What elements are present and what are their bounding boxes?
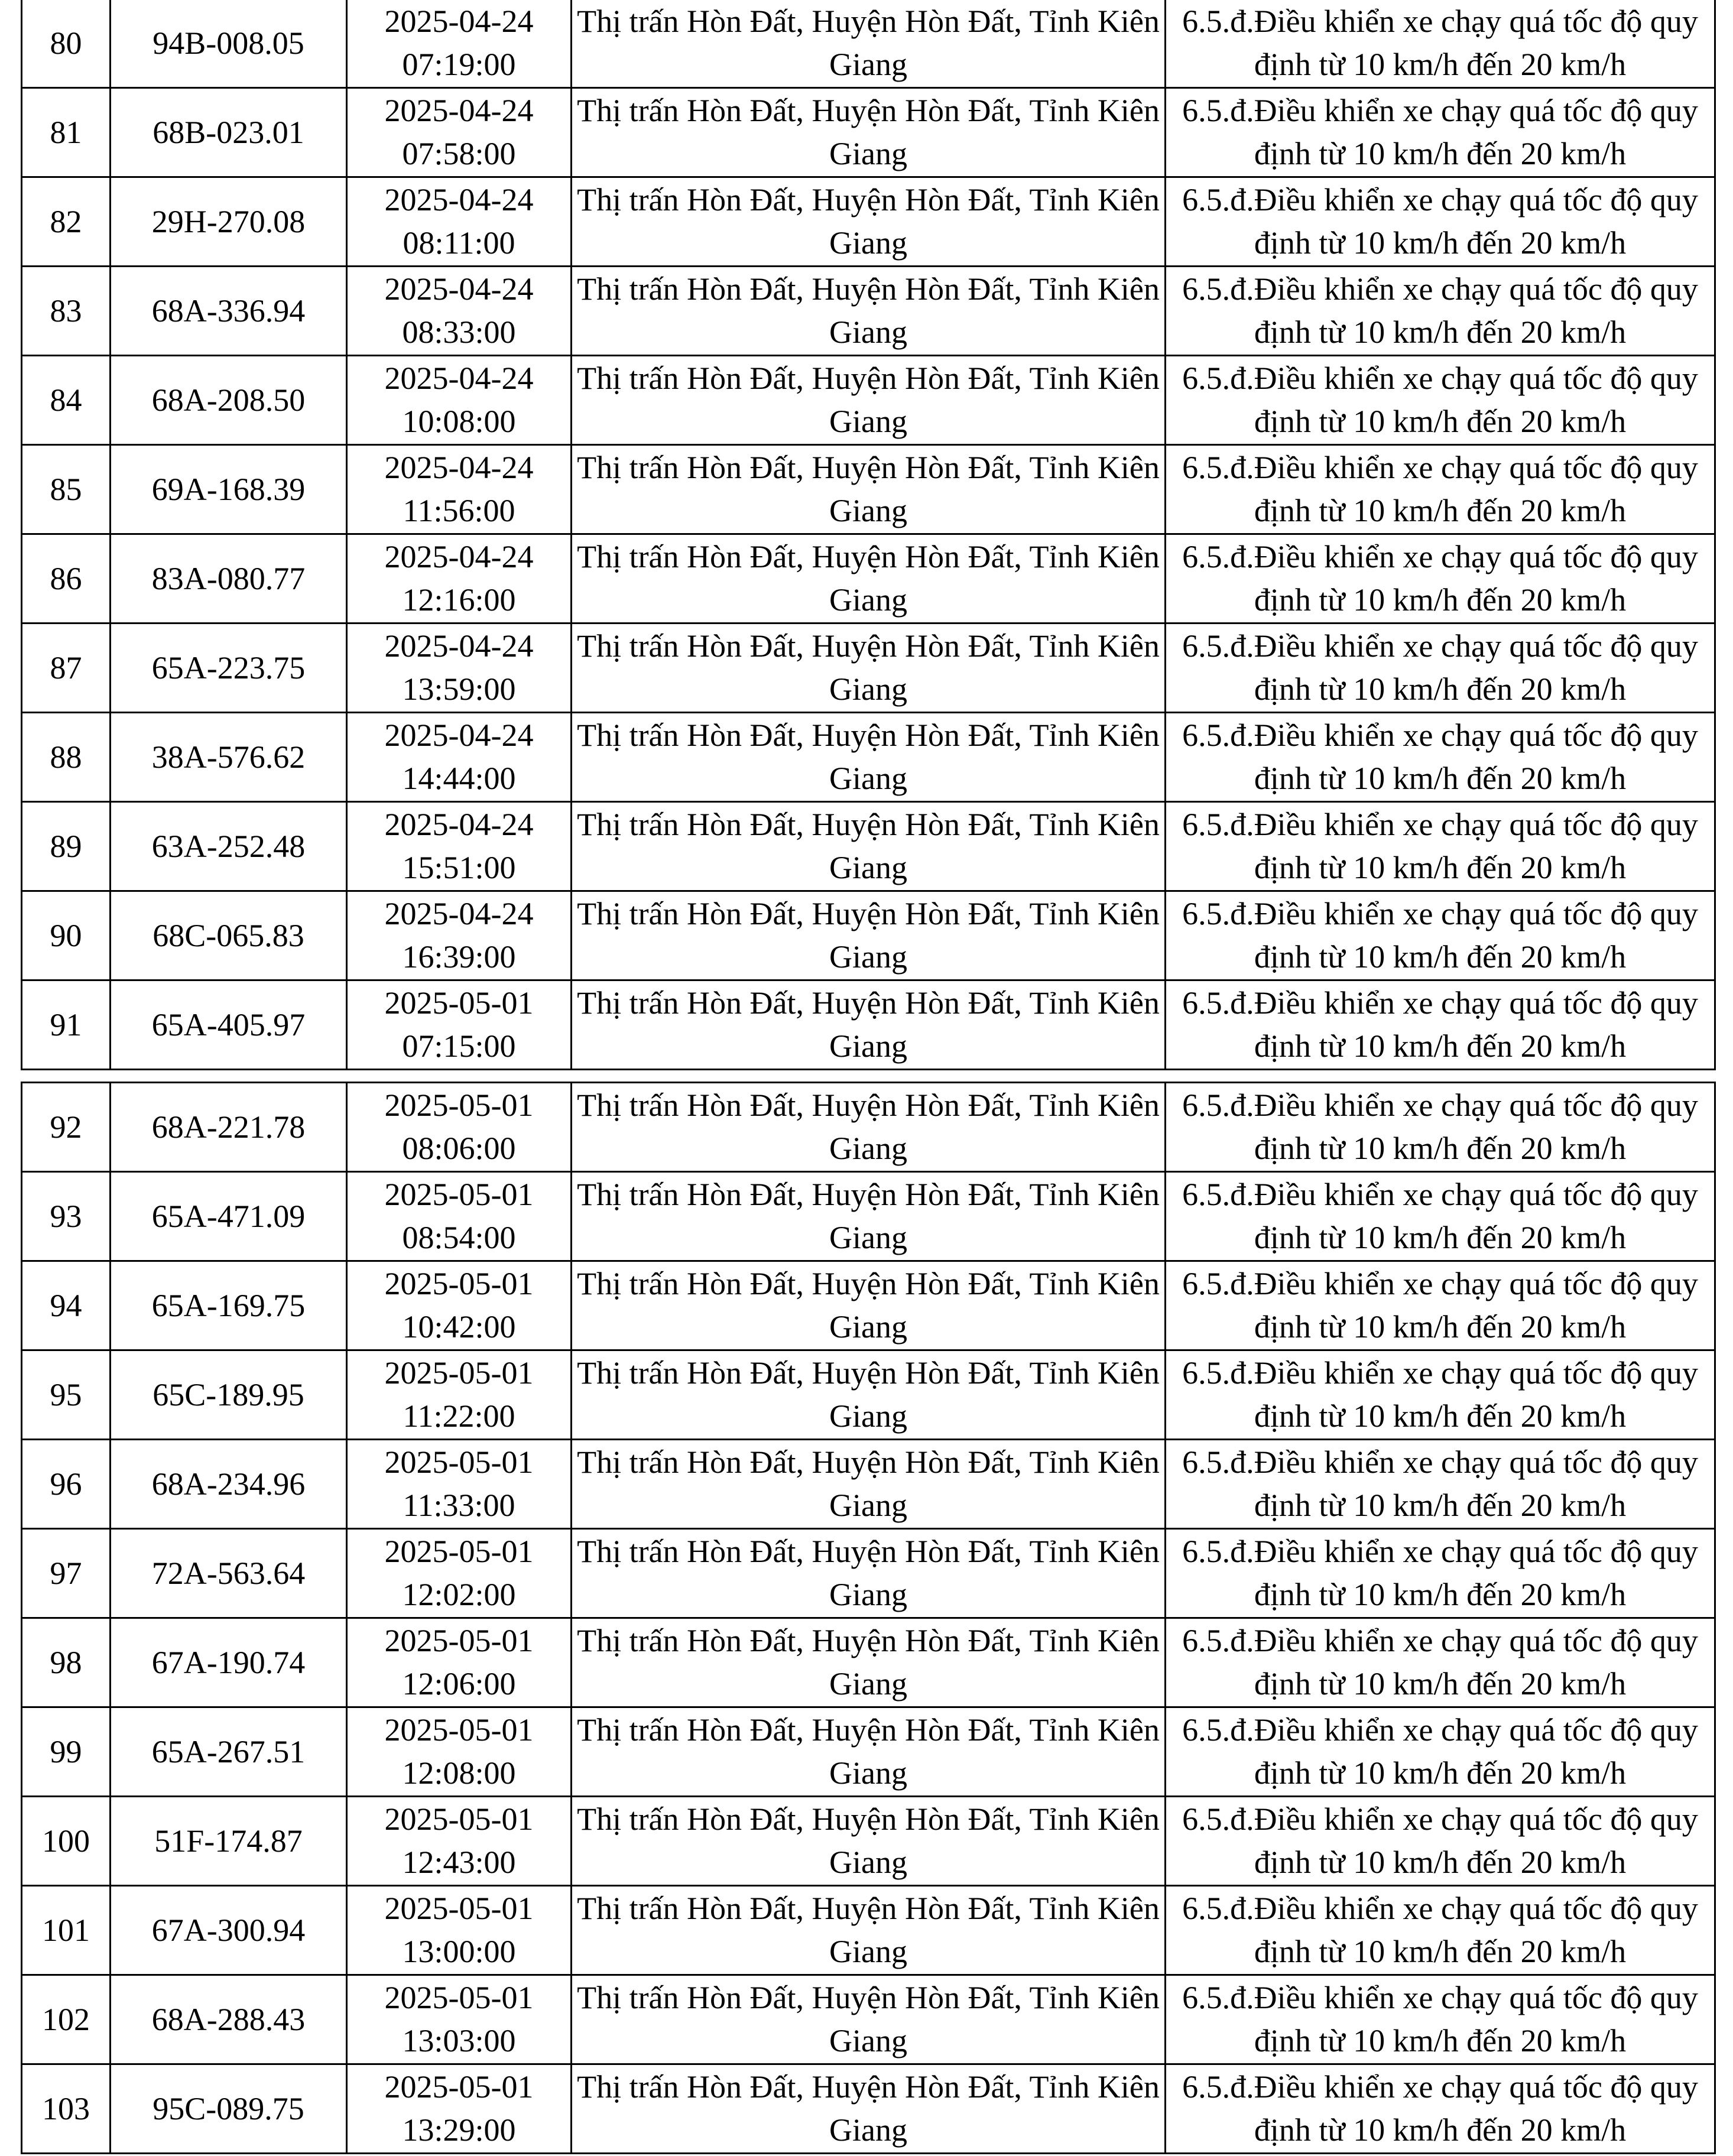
license-plate: 65A-169.75 — [151, 1287, 306, 1323]
violation-date: 2025-05-01 — [384, 1980, 534, 2015]
violation-location: Thị trấn Hòn Đất, Huyện Hòn Đất, Tỉnh Kiên Giang — [577, 985, 1160, 1064]
location-cell — [572, 891, 1166, 980]
license-plate: 65C-189.95 — [152, 1376, 304, 1413]
license-plate: 51F-174.87 — [154, 1823, 303, 1859]
violation-location: Thị trấn Hòn Đất, Huyện Hòn Đất, Tỉnh Kiên Giang — [577, 1177, 1160, 1255]
table-row — [22, 980, 1715, 1070]
plate-cell — [111, 1261, 347, 1350]
violation-description: 6.5.đ.Điều khiển xe chạy quá tốc độ quy định từ 10 km/h đến 20 km/h — [1182, 182, 1698, 261]
violation-description: 6.5.đ.Điều khiển xe chạy quá tốc độ quy định từ 10 km/h đến 20 km/h — [1182, 1266, 1698, 1345]
violation-date: 2025-04-24 — [384, 896, 534, 931]
violation-cell — [1166, 891, 1715, 980]
violation-location: Thị trấn Hòn Đất, Huyện Hòn Đất, Tỉnh Kiên Giang — [577, 1980, 1160, 2058]
plate-cell — [111, 713, 347, 802]
row-number: 80 — [50, 25, 82, 61]
plate-cell — [111, 1172, 347, 1261]
violation-date: 2025-04-24 — [384, 4, 534, 39]
plate-cell — [111, 891, 347, 980]
row-number-cell — [22, 1618, 111, 1707]
row-number-cell — [22, 177, 111, 267]
violation-cell — [1166, 1529, 1715, 1618]
plate-cell — [111, 1350, 347, 1440]
license-plate: 63A-252.48 — [151, 828, 306, 864]
violation-time: 11:33:00 — [403, 1488, 515, 1523]
violation-description: 6.5.đ.Điều khiển xe chạy quá tốc độ quy định từ 10 km/h đến 20 km/h — [1182, 1891, 1698, 1969]
location-cell — [572, 1440, 1166, 1529]
violations-table-part-2 — [21, 1082, 1716, 2154]
location-cell — [572, 267, 1166, 356]
violation-time: 08:11:00 — [403, 225, 515, 261]
violation-description: 6.5.đ.Điều khiển xe chạy quá tốc độ quy định từ 10 km/h đến 20 km/h — [1182, 361, 1698, 439]
datetime-cell — [347, 267, 572, 356]
table-row — [22, 1440, 1715, 1529]
location-cell — [572, 0, 1166, 88]
violation-description: 6.5.đ.Điều khiển xe chạy quá tốc độ quy định từ 10 km/h đến 20 km/h — [1182, 807, 1698, 885]
violation-description: 6.5.đ.Điều khiển xe chạy quá tốc độ quy định từ 10 km/h đến 20 km/h — [1182, 1623, 1698, 1702]
row-number: 85 — [50, 471, 82, 507]
row-number-cell — [22, 1440, 111, 1529]
plate-cell — [111, 1440, 347, 1529]
violation-date: 2025-04-24 — [384, 539, 534, 574]
table-row — [22, 356, 1715, 445]
violation-cell — [1166, 267, 1715, 356]
row-number-cell — [22, 1261, 111, 1350]
violation-time: 11:22:00 — [403, 1398, 515, 1434]
datetime-cell — [347, 1440, 572, 1529]
location-cell — [572, 1618, 1166, 1707]
violation-description: 6.5.đ.Điều khiển xe chạy quá tốc độ quy định từ 10 km/h đến 20 km/h — [1182, 1444, 1698, 1523]
table-row — [22, 1797, 1715, 1886]
violation-cell — [1166, 802, 1715, 891]
row-number: 88 — [50, 739, 82, 775]
location-cell — [572, 1261, 1166, 1350]
violation-time: 10:08:00 — [402, 404, 516, 439]
row-number-cell — [22, 624, 111, 713]
violation-date: 2025-05-01 — [384, 1801, 534, 1837]
plate-cell — [111, 2064, 347, 2154]
datetime-cell — [347, 1618, 572, 1707]
violation-time: 07:19:00 — [402, 47, 516, 82]
row-number: 102 — [42, 2001, 90, 2037]
violation-location: Thị trấn Hòn Đất, Huyện Hòn Đất, Tỉnh Kiên Giang — [577, 1266, 1160, 1345]
violation-time: 13:00:00 — [402, 1934, 516, 1969]
datetime-cell — [347, 1707, 572, 1797]
row-number-cell — [22, 1529, 111, 1618]
violation-time: 08:54:00 — [402, 1220, 516, 1255]
license-plate: 69A-168.39 — [151, 471, 306, 507]
row-number-cell — [22, 1797, 111, 1886]
violation-time: 12:02:00 — [402, 1577, 516, 1612]
row-number-cell — [22, 1172, 111, 1261]
row-number-cell — [22, 1083, 111, 1172]
location-cell — [572, 177, 1166, 267]
violation-description: 6.5.đ.Điều khiển xe chạy quá tốc độ quy định từ 10 km/h đến 20 km/h — [1182, 93, 1698, 171]
plate-cell — [111, 980, 347, 1070]
violation-description: 6.5.đ.Điều khiển xe chạy quá tốc độ quy định từ 10 km/h đến 20 km/h — [1182, 450, 1698, 528]
violation-date: 2025-04-24 — [384, 182, 534, 217]
violation-location: Thị trấn Hòn Đất, Huyện Hòn Đất, Tỉnh Kiên Giang — [577, 1444, 1160, 1523]
violation-date: 2025-05-01 — [384, 1266, 534, 1301]
row-number-cell — [22, 713, 111, 802]
violation-cell — [1166, 713, 1715, 802]
plate-cell — [111, 624, 347, 713]
table-row — [22, 802, 1715, 891]
violation-description: 6.5.đ.Điều khiển xe chạy quá tốc độ quy định từ 10 km/h đến 20 km/h — [1182, 1801, 1698, 1880]
violation-cell — [1166, 1172, 1715, 1261]
plate-cell — [111, 1618, 347, 1707]
violation-time: 16:39:00 — [402, 939, 516, 975]
license-plate: 29H-270.08 — [151, 203, 306, 239]
license-plate: 68A-288.43 — [151, 2001, 306, 2037]
row-number: 83 — [50, 293, 82, 329]
violation-date: 2025-04-24 — [384, 717, 534, 753]
license-plate: 68B-023.01 — [152, 114, 304, 150]
violation-description: 6.5.đ.Điều khiển xe chạy quá tốc độ quy định từ 10 km/h đến 20 km/h — [1182, 1087, 1698, 1166]
row-number-cell — [22, 445, 111, 534]
table-row — [22, 2064, 1715, 2154]
violation-date: 2025-05-01 — [384, 1087, 534, 1123]
datetime-cell — [347, 713, 572, 802]
violation-time: 12:43:00 — [402, 1845, 516, 1880]
table-row — [22, 1975, 1715, 2064]
datetime-cell — [347, 1083, 572, 1172]
table-row — [22, 891, 1715, 980]
violation-time: 08:06:00 — [402, 1131, 516, 1166]
table-row — [22, 88, 1715, 177]
violation-cell — [1166, 1083, 1715, 1172]
row-number: 97 — [50, 1555, 82, 1591]
violation-cell — [1166, 445, 1715, 534]
location-cell — [572, 2064, 1166, 2154]
violation-location: Thị trấn Hòn Đất, Huyện Hòn Đất, Tỉnh Kiên Giang — [577, 628, 1160, 707]
row-number: 84 — [50, 382, 82, 418]
datetime-cell — [347, 891, 572, 980]
violation-time: 13:03:00 — [402, 2023, 516, 2058]
violation-date: 2025-05-01 — [384, 1623, 534, 1658]
license-plate: 72A-563.64 — [151, 1555, 306, 1591]
datetime-cell — [347, 1261, 572, 1350]
table-row — [22, 1529, 1715, 1618]
row-number: 92 — [50, 1109, 82, 1145]
violation-cell — [1166, 88, 1715, 177]
table-row — [22, 713, 1715, 802]
row-number: 90 — [50, 917, 82, 953]
violation-date: 2025-05-01 — [384, 1177, 534, 1212]
plate-cell — [111, 1797, 347, 1886]
row-number-cell — [22, 0, 111, 88]
license-plate: 38A-576.62 — [151, 739, 306, 775]
violation-location: Thị trấn Hòn Đất, Huyện Hòn Đất, Tỉnh Kiên Giang — [577, 539, 1160, 618]
location-cell — [572, 713, 1166, 802]
violation-cell — [1166, 356, 1715, 445]
plate-cell — [111, 1886, 347, 1975]
row-number: 91 — [50, 1006, 82, 1043]
violation-location: Thị trấn Hòn Đất, Huyện Hòn Đất, Tỉnh Kiên Giang — [577, 1355, 1160, 1434]
violation-description: 6.5.đ.Điều khiển xe chạy quá tốc độ quy định từ 10 km/h đến 20 km/h — [1182, 1712, 1698, 1791]
violation-location: Thị trấn Hòn Đất, Huyện Hòn Đất, Tỉnh Kiên Giang — [577, 93, 1160, 171]
table-row — [22, 1350, 1715, 1440]
violation-location: Thị trấn Hòn Đất, Huyện Hòn Đất, Tỉnh Kiên Giang — [577, 4, 1160, 82]
row-number: 100 — [42, 1823, 90, 1859]
row-number-cell — [22, 1886, 111, 1975]
table-row — [22, 1618, 1715, 1707]
violation-cell — [1166, 534, 1715, 624]
plate-cell — [111, 1529, 347, 1618]
license-plate: 68C-065.83 — [152, 917, 304, 953]
violations-table-part-1 — [21, 0, 1716, 1070]
violation-description: 6.5.đ.Điều khiển xe chạy quá tốc độ quy định từ 10 km/h đến 20 km/h — [1182, 1534, 1698, 1612]
violation-location: Thị trấn Hòn Đất, Huyện Hòn Đất, Tỉnh Kiên Giang — [577, 807, 1160, 885]
violation-description: 6.5.đ.Điều khiển xe chạy quá tốc độ quy định từ 10 km/h đến 20 km/h — [1182, 628, 1698, 707]
license-plate: 68A-336.94 — [151, 293, 306, 329]
datetime-cell — [347, 802, 572, 891]
license-plate: 68A-221.78 — [151, 1109, 306, 1145]
row-number-cell — [22, 88, 111, 177]
location-cell — [572, 1083, 1166, 1172]
violation-date: 2025-05-01 — [384, 1444, 534, 1480]
table-row — [22, 1083, 1715, 1172]
violation-location: Thị trấn Hòn Đất, Huyện Hòn Đất, Tỉnh Kiên Giang — [577, 450, 1160, 528]
datetime-cell — [347, 356, 572, 445]
violation-cell — [1166, 1975, 1715, 2064]
license-plate: 65A-471.09 — [151, 1198, 306, 1234]
violation-location: Thị trấn Hòn Đất, Huyện Hòn Đất, Tỉnh Kiên Giang — [577, 361, 1160, 439]
violation-description: 6.5.đ.Điều khiển xe chạy quá tốc độ quy định từ 10 km/h đến 20 km/h — [1182, 1355, 1698, 1434]
table-row — [22, 0, 1715, 88]
plate-cell — [111, 534, 347, 624]
plate-cell — [111, 177, 347, 267]
violation-time: 12:16:00 — [402, 582, 516, 618]
location-cell — [572, 1172, 1166, 1261]
violation-date: 2025-04-24 — [384, 93, 534, 128]
plate-cell — [111, 356, 347, 445]
violation-description: 6.5.đ.Điều khiển xe chạy quá tốc độ quy định từ 10 km/h đến 20 km/h — [1182, 985, 1698, 1064]
violation-cell — [1166, 1886, 1715, 1975]
row-number: 99 — [50, 1733, 82, 1769]
row-number-cell — [22, 802, 111, 891]
table-row — [22, 1172, 1715, 1261]
row-number: 86 — [50, 560, 82, 596]
table-row — [22, 1261, 1715, 1350]
violation-location: Thị trấn Hòn Đất, Huyện Hòn Đất, Tỉnh Kiên Giang — [577, 182, 1160, 261]
violation-date: 2025-04-24 — [384, 628, 534, 664]
license-plate: 65A-223.75 — [151, 650, 306, 686]
violation-time: 12:06:00 — [402, 1666, 516, 1702]
location-cell — [572, 980, 1166, 1070]
violation-time: 13:59:00 — [402, 671, 516, 707]
plate-cell — [111, 88, 347, 177]
row-number: 81 — [50, 114, 82, 150]
violation-location: Thị trấn Hòn Đất, Huyện Hòn Đất, Tỉnh Kiên Giang — [577, 1801, 1160, 1880]
violation-cell — [1166, 1797, 1715, 1886]
plate-cell — [111, 1083, 347, 1172]
row-number: 89 — [50, 828, 82, 864]
license-plate: 68A-208.50 — [151, 382, 306, 418]
violation-description: 6.5.đ.Điều khiển xe chạy quá tốc độ quy định từ 10 km/h đến 20 km/h — [1182, 896, 1698, 975]
violation-cell — [1166, 177, 1715, 267]
datetime-cell — [347, 1350, 572, 1440]
violation-date: 2025-04-24 — [384, 807, 534, 842]
table-row — [22, 177, 1715, 267]
violation-cell — [1166, 0, 1715, 88]
violation-description: 6.5.đ.Điều khiển xe chạy quá tốc độ quy định từ 10 km/h đến 20 km/h — [1182, 4, 1698, 82]
violation-cell — [1166, 2064, 1715, 2154]
row-number-cell — [22, 1975, 111, 2064]
datetime-cell — [347, 1886, 572, 1975]
plate-cell — [111, 1707, 347, 1797]
violation-date: 2025-05-01 — [384, 1712, 534, 1748]
row-number: 98 — [50, 1644, 82, 1680]
violation-description: 6.5.đ.Điều khiển xe chạy quá tốc độ quy định từ 10 km/h đến 20 km/h — [1182, 1980, 1698, 2058]
row-number: 95 — [50, 1376, 82, 1413]
location-cell — [572, 802, 1166, 891]
row-number-cell — [22, 267, 111, 356]
violation-cell — [1166, 624, 1715, 713]
violation-time: 10:42:00 — [402, 1309, 516, 1345]
row-number: 94 — [50, 1287, 82, 1323]
datetime-cell — [347, 624, 572, 713]
datetime-cell — [347, 177, 572, 267]
violation-location: Thị trấn Hòn Đất, Huyện Hòn Đất, Tỉnh Kiên Giang — [577, 1891, 1160, 1969]
datetime-cell — [347, 2064, 572, 2154]
row-number: 82 — [50, 203, 82, 239]
violation-date: 2025-04-24 — [384, 450, 534, 485]
datetime-cell — [347, 1975, 572, 2064]
plate-cell — [111, 267, 347, 356]
violation-time: 14:44:00 — [402, 761, 516, 796]
row-number-cell — [22, 980, 111, 1070]
violation-location: Thị trấn Hòn Đất, Huyện Hòn Đất, Tỉnh Kiên Giang — [577, 1534, 1160, 1612]
datetime-cell — [347, 1172, 572, 1261]
row-number: 87 — [50, 650, 82, 686]
violation-date: 2025-05-01 — [384, 1534, 534, 1569]
location-cell — [572, 1350, 1166, 1440]
datetime-cell — [347, 88, 572, 177]
location-cell — [572, 1975, 1166, 2064]
plate-cell — [111, 1975, 347, 2064]
violation-date: 2025-04-24 — [384, 271, 534, 307]
violation-location: Thị trấn Hòn Đất, Huyện Hòn Đất, Tỉnh Kiên Giang — [577, 2069, 1160, 2148]
license-plate: 94B-008.05 — [152, 25, 304, 61]
violation-description: 6.5.đ.Điều khiển xe chạy quá tốc độ quy định từ 10 km/h đến 20 km/h — [1182, 271, 1698, 350]
violation-time: 12:08:00 — [402, 1755, 516, 1791]
violation-date: 2025-05-01 — [384, 1355, 534, 1391]
location-cell — [572, 1529, 1166, 1618]
datetime-cell — [347, 1797, 572, 1886]
violation-time: 11:56:00 — [403, 493, 515, 528]
violation-cell — [1166, 1440, 1715, 1529]
violation-date: 2025-05-01 — [384, 985, 534, 1021]
violation-description: 6.5.đ.Điều khiển xe chạy quá tốc độ quy định từ 10 km/h đến 20 km/h — [1182, 1177, 1698, 1255]
row-number-cell — [22, 2064, 111, 2154]
violation-cell — [1166, 1707, 1715, 1797]
license-plate: 65A-267.51 — [151, 1733, 306, 1769]
violation-description: 6.5.đ.Điều khiển xe chạy quá tốc độ quy định từ 10 km/h đến 20 km/h — [1182, 539, 1698, 618]
location-cell — [572, 1797, 1166, 1886]
table-body — [22, 1083, 1715, 2154]
datetime-cell — [347, 534, 572, 624]
violation-time: 07:58:00 — [402, 136, 516, 171]
license-plate: 95C-089.75 — [152, 2090, 304, 2126]
violation-time: 15:51:00 — [402, 850, 516, 885]
violation-time: 08:33:00 — [402, 314, 516, 350]
violation-date: 2025-05-01 — [384, 2069, 534, 2105]
location-cell — [572, 88, 1166, 177]
row-number: 96 — [50, 1466, 82, 1502]
violation-location: Thị trấn Hòn Đất, Huyện Hòn Đất, Tỉnh Kiên Giang — [577, 1623, 1160, 1702]
violation-location: Thị trấn Hòn Đất, Huyện Hòn Đất, Tỉnh Kiên Giang — [577, 717, 1160, 796]
table-row — [22, 1886, 1715, 1975]
violation-cell — [1166, 1261, 1715, 1350]
table-row — [22, 624, 1715, 713]
license-plate: 67A-190.74 — [151, 1644, 306, 1680]
row-number-cell — [22, 1707, 111, 1797]
datetime-cell — [347, 0, 572, 88]
row-number-cell — [22, 356, 111, 445]
table-body — [22, 0, 1715, 1070]
datetime-cell — [347, 445, 572, 534]
violation-description: 6.5.đ.Điều khiển xe chạy quá tốc độ quy định từ 10 km/h đến 20 km/h — [1182, 2069, 1698, 2148]
row-number: 93 — [50, 1198, 82, 1234]
row-number: 101 — [42, 1912, 90, 1948]
license-plate: 65A-405.97 — [151, 1006, 306, 1043]
violation-cell — [1166, 980, 1715, 1070]
location-cell — [572, 1707, 1166, 1797]
plate-cell — [111, 445, 347, 534]
license-plate: 67A-300.94 — [151, 1912, 306, 1948]
table-row — [22, 1707, 1715, 1797]
location-cell — [572, 356, 1166, 445]
violation-location: Thị trấn Hòn Đất, Huyện Hòn Đất, Tỉnh Kiên Giang — [577, 896, 1160, 975]
location-cell — [572, 534, 1166, 624]
row-number-cell — [22, 534, 111, 624]
table-row — [22, 267, 1715, 356]
violation-date: 2025-04-24 — [384, 361, 534, 396]
datetime-cell — [347, 1529, 572, 1618]
location-cell — [572, 445, 1166, 534]
row-number-cell — [22, 891, 111, 980]
table-row — [22, 445, 1715, 534]
violation-location: Thị trấn Hòn Đất, Huyện Hòn Đất, Tỉnh Kiên Giang — [577, 271, 1160, 350]
violation-date: 2025-05-01 — [384, 1891, 534, 1926]
violation-time: 07:15:00 — [402, 1028, 516, 1064]
location-cell — [572, 624, 1166, 713]
plate-cell — [111, 0, 347, 88]
row-number: 103 — [42, 2090, 90, 2126]
violation-time: 13:29:00 — [402, 2112, 516, 2148]
row-number-cell — [22, 1350, 111, 1440]
plate-cell — [111, 802, 347, 891]
violation-description: 6.5.đ.Điều khiển xe chạy quá tốc độ quy định từ 10 km/h đến 20 km/h — [1182, 717, 1698, 796]
table-row — [22, 534, 1715, 624]
violation-location: Thị trấn Hòn Đất, Huyện Hòn Đất, Tỉnh Kiên Giang — [577, 1712, 1160, 1791]
license-plate: 83A-080.77 — [151, 560, 306, 596]
violation-cell — [1166, 1618, 1715, 1707]
violation-cell — [1166, 1350, 1715, 1440]
violation-location: Thị trấn Hòn Đất, Huyện Hòn Đất, Tỉnh Kiên Giang — [577, 1087, 1160, 1166]
license-plate: 68A-234.96 — [151, 1466, 306, 1502]
datetime-cell — [347, 980, 572, 1070]
location-cell — [572, 1886, 1166, 1975]
